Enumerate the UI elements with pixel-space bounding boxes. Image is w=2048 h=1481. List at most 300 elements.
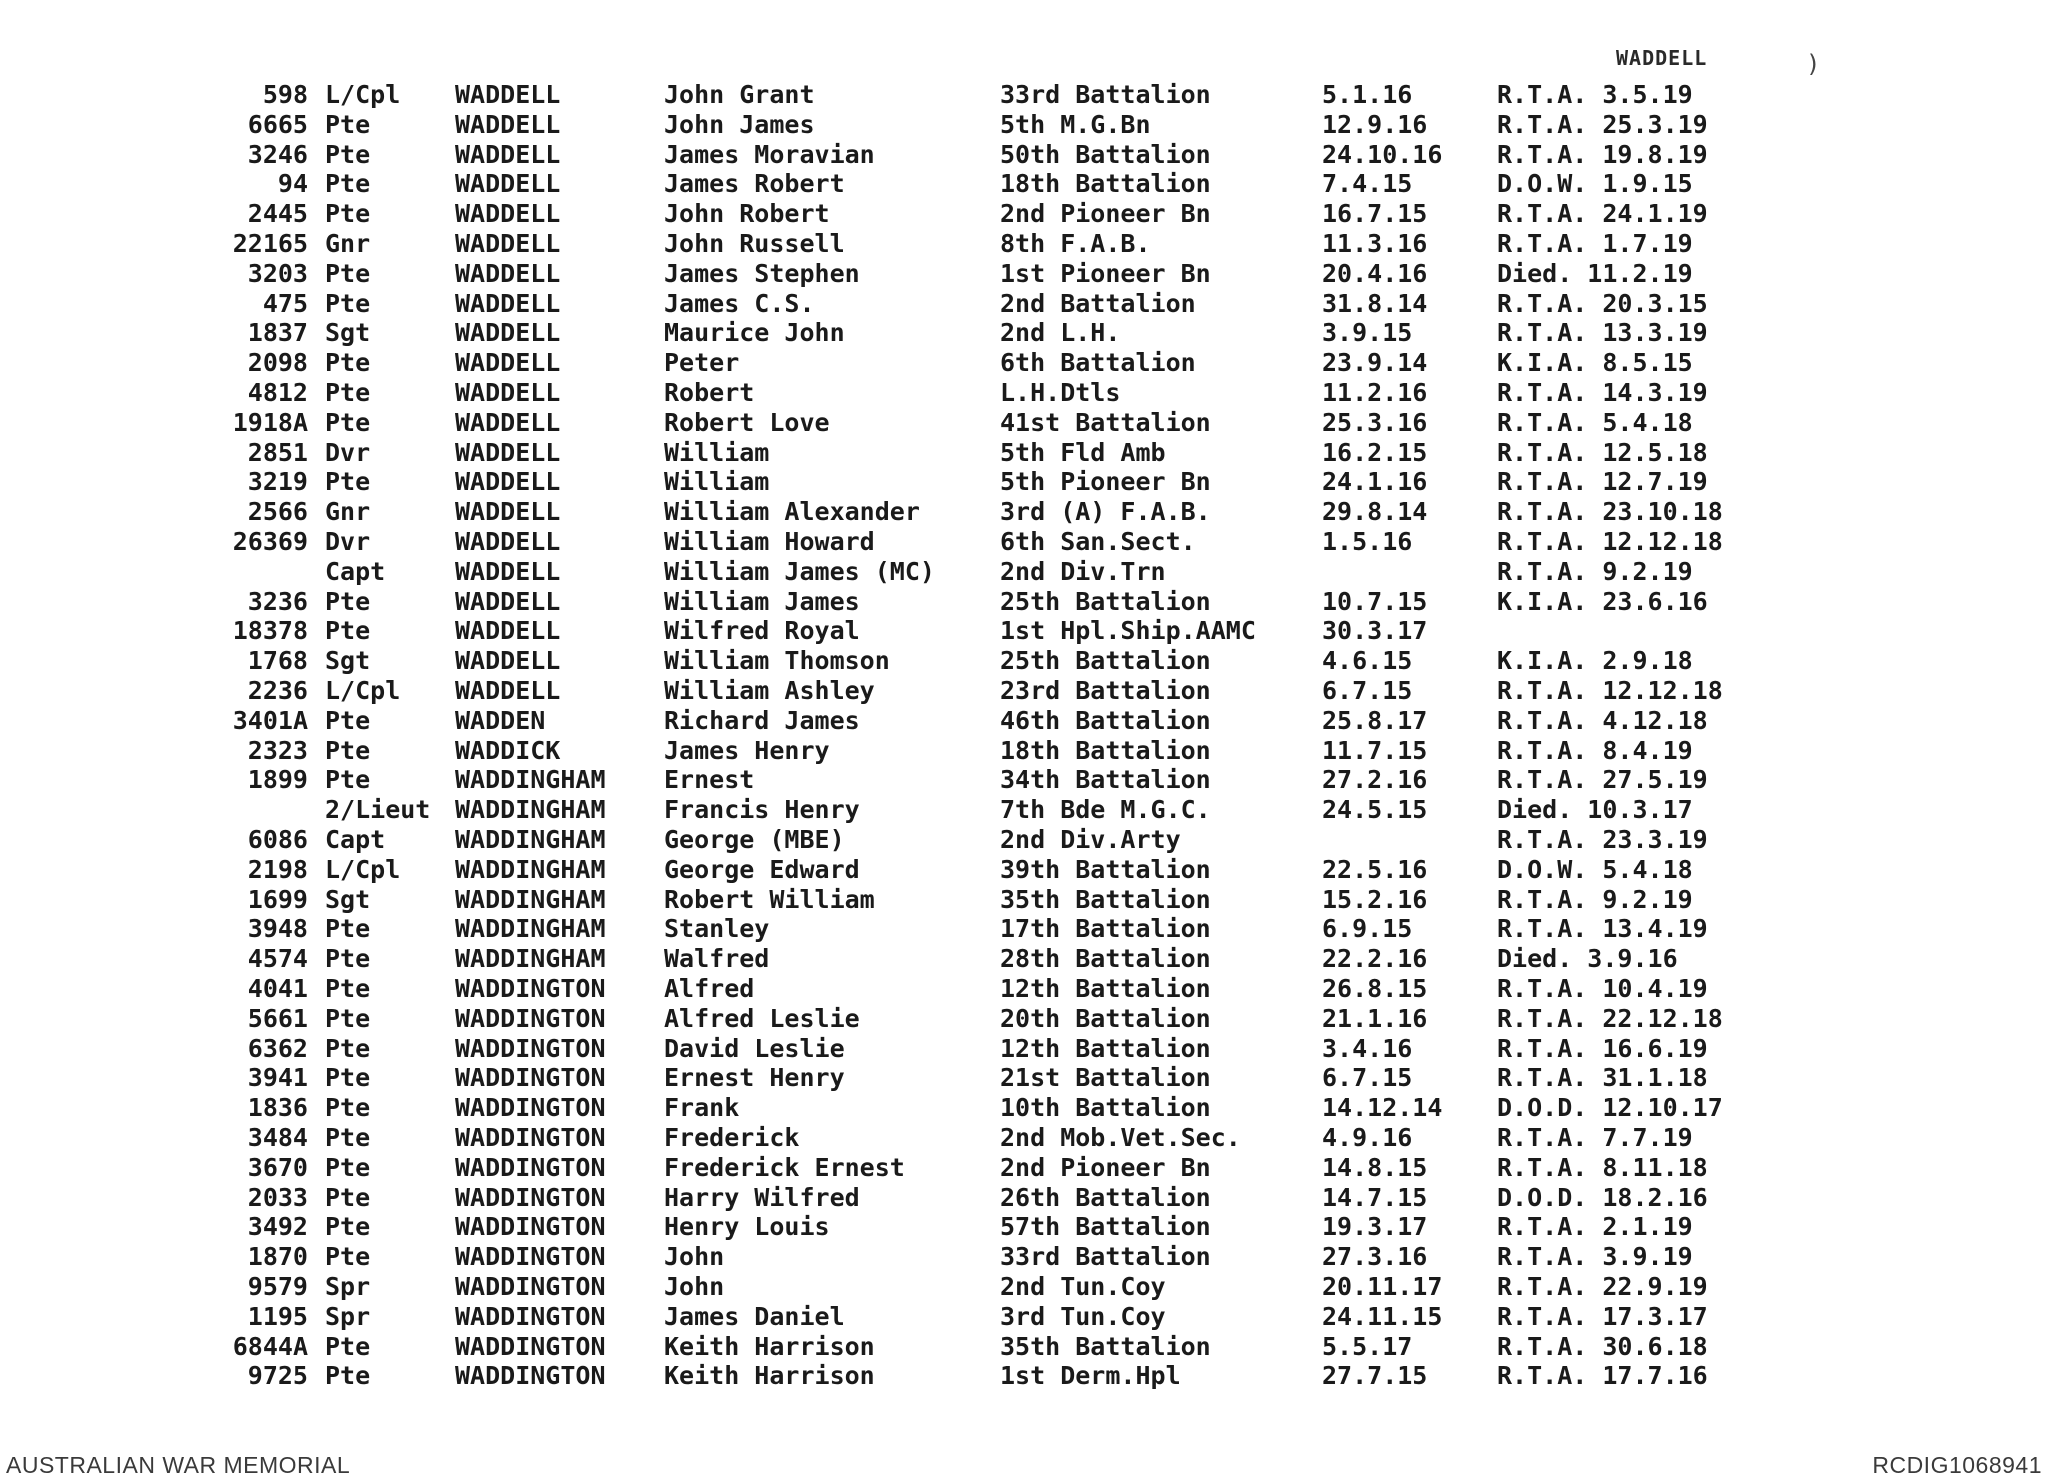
rank: Pte [325,1123,371,1152]
enlistment-date: 1.5.16 [1322,527,1413,556]
unit: 35th Battalion [1000,884,1211,914]
unit: 6th San.Sect. [1000,527,1196,556]
roll-entry [0,676,2048,706]
given-names: David Leslie [664,1033,845,1063]
rank: Pte [325,735,371,765]
regimental-number: 2323 [247,735,308,765]
given-names: Frank [664,1093,740,1123]
unit: 2nd Pioneer Bn [1000,1152,1211,1182]
unit: 8th F.A.B. [1000,229,1151,258]
enlistment-date: 10.7.15 [1322,586,1428,616]
given-names: John Robert [664,199,830,229]
fate: R.T.A. 17.7.16 [1497,1361,1708,1391]
rank: Pte [325,258,371,288]
enlistment-date: 24.5.15 [1322,795,1428,825]
unit: 1st Derm.Hpl [1000,1361,1181,1391]
given-names: Walfred [664,944,770,974]
regimental-number: 3484 [247,1123,308,1152]
unit: 57th Battalion [1000,1212,1211,1242]
given-names: Alfred [664,974,755,1003]
surname: WADDELL [455,646,561,676]
unit: 12th Battalion [1000,1033,1211,1063]
regimental-number: 598 [262,80,308,109]
enlistment-date: 11.2.16 [1322,378,1428,407]
regimental-number: 1699 [247,884,308,914]
unit: 1st Pioneer Bn [1000,258,1211,288]
rank: Pte [325,467,371,497]
enlistment-date: 24.11.15 [1322,1301,1443,1331]
rank: Pte [325,288,371,318]
regimental-number: 1870 [247,1242,308,1272]
enlistment-date: 31.8.14 [1322,288,1428,318]
unit: 39th Battalion [1000,854,1211,884]
fate: R.T.A. 22.12.18 [1497,1003,1723,1033]
fate: R.T.A. 9.2.19 [1497,884,1693,914]
surname: WADDINGTON [455,1361,606,1391]
fate: R.T.A. 3.5.19 [1497,80,1693,109]
regimental-number: 4574 [247,944,308,974]
regimental-number: 2098 [247,348,308,378]
regimental-number: 2445 [247,199,308,229]
regimental-number: 2566 [247,497,308,527]
fate: K.I.A. 8.5.15 [1497,348,1693,378]
roll-entry [0,1034,2048,1064]
regimental-number: 3941 [247,1063,308,1093]
rank: Gnr [325,229,371,258]
surname: WADDINGTON [455,974,606,1003]
given-names: William [664,467,770,497]
fate: R.T.A. 16.6.19 [1497,1033,1708,1063]
given-names: John [664,1272,725,1301]
fate: R.T.A. 2.1.19 [1497,1212,1693,1242]
surname: WADDINGTON [455,1212,606,1242]
rank: Spr [325,1301,371,1331]
archive-credit: AUSTRALIAN WAR MEMORIAL [6,1452,351,1478]
enlistment-date: 22.2.16 [1322,944,1428,974]
rank: L/Cpl [325,80,401,109]
rank: Pte [325,974,371,1003]
given-names: James Moravian [664,139,875,169]
regimental-number: 4812 [247,378,308,407]
given-names: William James (MC) [664,556,935,586]
enlistment-date: 22.5.16 [1322,854,1428,884]
rank: Sgt [325,884,371,914]
roll-entry [0,80,2048,110]
roll-entry [0,199,2048,229]
roll-entry [0,110,2048,140]
regimental-number: 18378 [232,616,308,646]
fate: R.T.A. 20.3.15 [1497,288,1708,318]
roll-entry [0,765,2048,795]
enlistment-date: 21.1.16 [1322,1003,1428,1033]
surname: WADDELL [455,527,561,556]
given-names: George Edward [664,854,860,884]
surname: WADDELL [455,109,561,139]
unit: 2nd Mob.Vet.Sec. [1000,1123,1241,1152]
rank: Pte [325,765,371,795]
document-id: RCDIG1068941 [1872,1452,2042,1478]
given-names: Ernest [664,765,755,795]
roll-entry [0,318,2048,348]
rank: Spr [325,1272,371,1301]
given-names: John [664,1242,725,1272]
given-names: James Stephen [664,258,860,288]
unit: 33rd Battalion [1000,1242,1211,1272]
regimental-number: 94 [277,169,308,199]
roll-entry [0,438,2048,468]
roll-entry [0,914,2048,944]
surname: WADDINGTON [455,1033,606,1063]
surname: WADDELL [455,437,561,467]
given-names: William Ashley [664,676,875,705]
unit: 25th Battalion [1000,646,1211,676]
enlistment-date: 3.4.16 [1322,1033,1413,1063]
roll-entry [0,378,2048,408]
rank: Pte [325,1212,371,1242]
rank: Capt [325,556,386,586]
rank: Pte [325,914,371,944]
regimental-number: 6844A [232,1331,308,1361]
unit: L.H.Dtls [1000,378,1121,407]
roll-entry [0,1302,2048,1332]
rank: Pte [325,348,371,378]
surname: WADDELL [455,586,561,616]
surname: WADDINGTON [455,1093,606,1123]
surname: WADDINGTON [455,1331,606,1361]
roll-entry [0,1123,2048,1153]
regimental-number: 1836 [247,1093,308,1123]
enlistment-date: 14.8.15 [1322,1152,1428,1182]
regimental-number: 6665 [247,109,308,139]
regimental-number: 1899 [247,765,308,795]
surname: WADDELL [455,169,561,199]
rank: Dvr [325,437,371,467]
fate: R.T.A. 30.6.18 [1497,1331,1708,1361]
given-names: James C.S. [664,288,815,318]
unit: 46th Battalion [1000,705,1211,735]
fate: Died. 3.9.16 [1497,944,1678,974]
enlistment-date: 16.2.15 [1322,437,1428,467]
unit: 3rd Tun.Coy [1000,1301,1166,1331]
rank: Pte [325,944,371,974]
enlistment-date: 14.12.14 [1322,1093,1443,1123]
surname: WADDICK [455,735,561,765]
surname: WADDINGTON [455,1301,606,1331]
surname: WADDINGHAM [455,825,606,854]
given-names: James Henry [664,735,830,765]
roll-entry [0,1063,2048,1093]
regimental-number: 9725 [247,1361,308,1391]
roll-entry [0,1183,2048,1213]
surname: WADDINGHAM [455,795,606,825]
enlistment-date: 11.3.16 [1322,229,1428,258]
regimental-number: 3236 [247,586,308,616]
roll-entry [0,467,2048,497]
unit: 5th Fld Amb [1000,437,1166,467]
regimental-number: 475 [262,288,308,318]
roll-entry [0,408,2048,438]
roll-entry [0,1332,2048,1362]
given-names: Richard James [664,705,860,735]
given-names: Robert [664,378,755,407]
rank: Pte [325,1361,371,1391]
rank: L/Cpl [325,854,401,884]
unit: 20th Battalion [1000,1003,1211,1033]
roll-entry [0,1093,2048,1123]
enlistment-date: 23.9.14 [1322,348,1428,378]
pen-mark: ) [1806,50,1821,78]
unit: 34th Battalion [1000,765,1211,795]
fate: R.T.A. 14.3.19 [1497,378,1708,407]
fate: D.O.D. 18.2.16 [1497,1182,1708,1212]
enlistment-date: 6.9.15 [1322,914,1413,944]
fate: R.T.A. 12.12.18 [1497,676,1723,705]
roll-entry [0,259,2048,289]
surname: WADDELL [455,407,561,437]
given-names: Harry Wilfred [664,1182,860,1212]
roll-entry [0,1153,2048,1183]
regimental-number: 9579 [247,1272,308,1301]
fate: Died. 11.2.19 [1497,258,1693,288]
enlistment-date: 16.7.15 [1322,199,1428,229]
given-names: Ernest Henry [664,1063,845,1093]
regimental-number: 6362 [247,1033,308,1063]
enlistment-date: 20.11.17 [1322,1272,1443,1301]
roll-entry [0,944,2048,974]
regimental-number: 3219 [247,467,308,497]
surname: WADDELL [455,348,561,378]
rank: Pte [325,1242,371,1272]
roll-entry [0,229,2048,259]
regimental-number: 2198 [247,854,308,884]
rank: Pte [325,1003,371,1033]
roll-entry [0,616,2048,646]
unit: 2nd Div.Trn [1000,556,1166,586]
rank: Pte [325,1063,371,1093]
unit: 25th Battalion [1000,586,1211,616]
given-names: William Alexander [664,497,920,527]
roll-entry [0,1242,2048,1272]
unit: 26th Battalion [1000,1182,1211,1212]
fate: R.T.A. 13.4.19 [1497,914,1708,944]
roll-entry [0,1272,2048,1302]
unit: 5th Pioneer Bn [1000,467,1211,497]
rank: Pte [325,139,371,169]
roll-entry [0,885,2048,915]
regimental-number: 1768 [247,646,308,676]
unit: 18th Battalion [1000,169,1211,199]
surname: WADDELL [455,139,561,169]
fate: R.T.A. 12.5.18 [1497,437,1708,467]
roll-entry [0,1212,2048,1242]
rank: L/Cpl [325,676,401,705]
given-names: James Daniel [664,1301,845,1331]
surname: WADDELL [455,318,561,348]
surname: WADDINGTON [455,1063,606,1093]
surname: WADDELL [455,229,561,258]
unit: 2nd L.H. [1000,318,1121,348]
surname: WADDELL [455,467,561,497]
regimental-number: 4041 [247,974,308,1003]
surname: WADDINGTON [455,1152,606,1182]
given-names: George (MBE) [664,825,845,854]
fate: R.T.A. 9.2.19 [1497,556,1693,586]
fate: R.T.A. 31.1.18 [1497,1063,1708,1093]
given-names: Maurice John [664,318,845,348]
given-names: Keith Harrison [664,1361,875,1391]
regimental-number: 2033 [247,1182,308,1212]
given-names: William [664,437,770,467]
unit: 50th Battalion [1000,139,1211,169]
roll-entry [0,1004,2048,1034]
rank: Pte [325,169,371,199]
unit: 2nd Battalion [1000,288,1196,318]
enlistment-date: 3.9.15 [1322,318,1413,348]
fate: D.O.W. 5.4.18 [1497,854,1693,884]
roll-entry [0,825,2048,855]
rank: Pte [325,616,371,646]
regimental-number: 2236 [247,676,308,705]
regimental-number: 5661 [247,1003,308,1033]
given-names: James Robert [664,169,845,199]
fate: R.T.A. 24.1.19 [1497,199,1708,229]
rank: Pte [325,586,371,616]
unit: 23rd Battalion [1000,676,1211,705]
fate: R.T.A. 25.3.19 [1497,109,1708,139]
surname: WADDELL [455,556,561,586]
fate: D.O.W. 1.9.15 [1497,169,1693,199]
enlistment-date: 25.8.17 [1322,705,1428,735]
surname: WADDINGHAM [455,914,606,944]
enlistment-date: 27.7.15 [1322,1361,1428,1391]
enlistment-date: 7.4.15 [1322,169,1413,199]
given-names: Wilfred Royal [664,616,860,646]
enlistment-date: 12.9.16 [1322,109,1428,139]
fate: R.T.A. 3.9.19 [1497,1242,1693,1272]
roll-entry [0,1361,2048,1391]
surname: WADDINGTON [455,1182,606,1212]
given-names: Alfred Leslie [664,1003,860,1033]
given-names: Henry Louis [664,1212,830,1242]
surname: WADDELL [455,616,561,646]
fate: R.T.A. 7.7.19 [1497,1123,1693,1152]
surname: WADDINGHAM [455,765,606,795]
fate: R.T.A. 10.4.19 [1497,974,1708,1003]
fate: R.T.A. 12.12.18 [1497,527,1723,556]
surname: WADDELL [455,378,561,407]
rank: Gnr [325,497,371,527]
rank: Sgt [325,646,371,676]
enlistment-date: 11.7.15 [1322,735,1428,765]
unit: 5th M.G.Bn [1000,109,1151,139]
fate: R.T.A. 8.4.19 [1497,735,1693,765]
regimental-number: 22165 [232,229,308,258]
regimental-number: 3492 [247,1212,308,1242]
surname: WADDINGTON [455,1123,606,1152]
unit: 2nd Tun.Coy [1000,1272,1166,1301]
fate: R.T.A. 8.11.18 [1497,1152,1708,1182]
regimental-number: 1195 [247,1301,308,1331]
surname: WADDINGHAM [455,884,606,914]
unit: 18th Battalion [1000,735,1211,765]
roll-entry [0,587,2048,617]
regimental-number: 3246 [247,139,308,169]
given-names: William James [664,586,860,616]
given-names: Peter [664,348,740,378]
unit: 12th Battalion [1000,974,1211,1003]
roll-entry [0,527,2048,557]
unit: 6th Battalion [1000,348,1196,378]
surname: WADDINGHAM [455,944,606,974]
enlistment-date: 4.9.16 [1322,1123,1413,1152]
rank: Pte [325,1033,371,1063]
surname: WADDINGHAM [455,854,606,884]
given-names: Keith Harrison [664,1331,875,1361]
unit: 33rd Battalion [1000,80,1211,109]
fate: Died. 10.3.17 [1497,795,1693,825]
fate: R.T.A. 23.3.19 [1497,825,1708,854]
unit: 35th Battalion [1000,1331,1211,1361]
surname: WADDELL [455,258,561,288]
rank: Pte [325,1182,371,1212]
fate: R.T.A. 22.9.19 [1497,1272,1708,1301]
unit: 3rd (A) F.A.B. [1000,497,1211,527]
enlistment-date: 14.7.15 [1322,1182,1428,1212]
enlistment-date: 5.1.16 [1322,80,1413,109]
roll-entry [0,855,2048,885]
fate: K.I.A. 2.9.18 [1497,646,1693,676]
regimental-number: 6086 [247,825,308,854]
enlistment-date: 19.3.17 [1322,1212,1428,1242]
regimental-number: 1918A [232,407,308,437]
enlistment-date: 20.4.16 [1322,258,1428,288]
enlistment-date: 6.7.15 [1322,676,1413,705]
unit: 1st Hpl.Ship.AAMC [1000,616,1256,646]
rank: Pte [325,199,371,229]
enlistment-date: 26.8.15 [1322,974,1428,1003]
surname: WADDELL [455,288,561,318]
given-names: Robert Love [664,407,830,437]
enlistment-date: 30.3.17 [1322,616,1428,646]
given-names: Frederick [664,1123,800,1152]
surname: WADDELL [455,199,561,229]
nominal-roll-list [0,80,2048,1410]
roll-entry [0,289,2048,319]
rank: Pte [325,1331,371,1361]
fate: D.O.D. 12.10.17 [1497,1093,1723,1123]
surname: WADDINGTON [455,1242,606,1272]
rank: Dvr [325,527,371,556]
rank: Pte [325,407,371,437]
enlistment-date: 29.8.14 [1322,497,1428,527]
surname: WADDELL [455,497,561,527]
unit: 2nd Div.Arty [1000,825,1181,854]
regimental-number: 26369 [232,527,308,556]
rank: Sgt [325,318,371,348]
roll-entry [0,706,2048,736]
rank: Pte [325,378,371,407]
given-names: Frederick Ernest [664,1152,905,1182]
regimental-number: 2851 [247,437,308,467]
unit: 7th Bde M.G.C. [1000,795,1211,825]
unit: 2nd Pioneer Bn [1000,199,1211,229]
enlistment-date: 24.10.16 [1322,139,1443,169]
enlistment-date: 4.6.15 [1322,646,1413,676]
given-names: William Howard [664,527,875,556]
roll-entry [0,974,2048,1004]
given-names: Robert William [664,884,875,914]
regimental-number: 3203 [247,258,308,288]
